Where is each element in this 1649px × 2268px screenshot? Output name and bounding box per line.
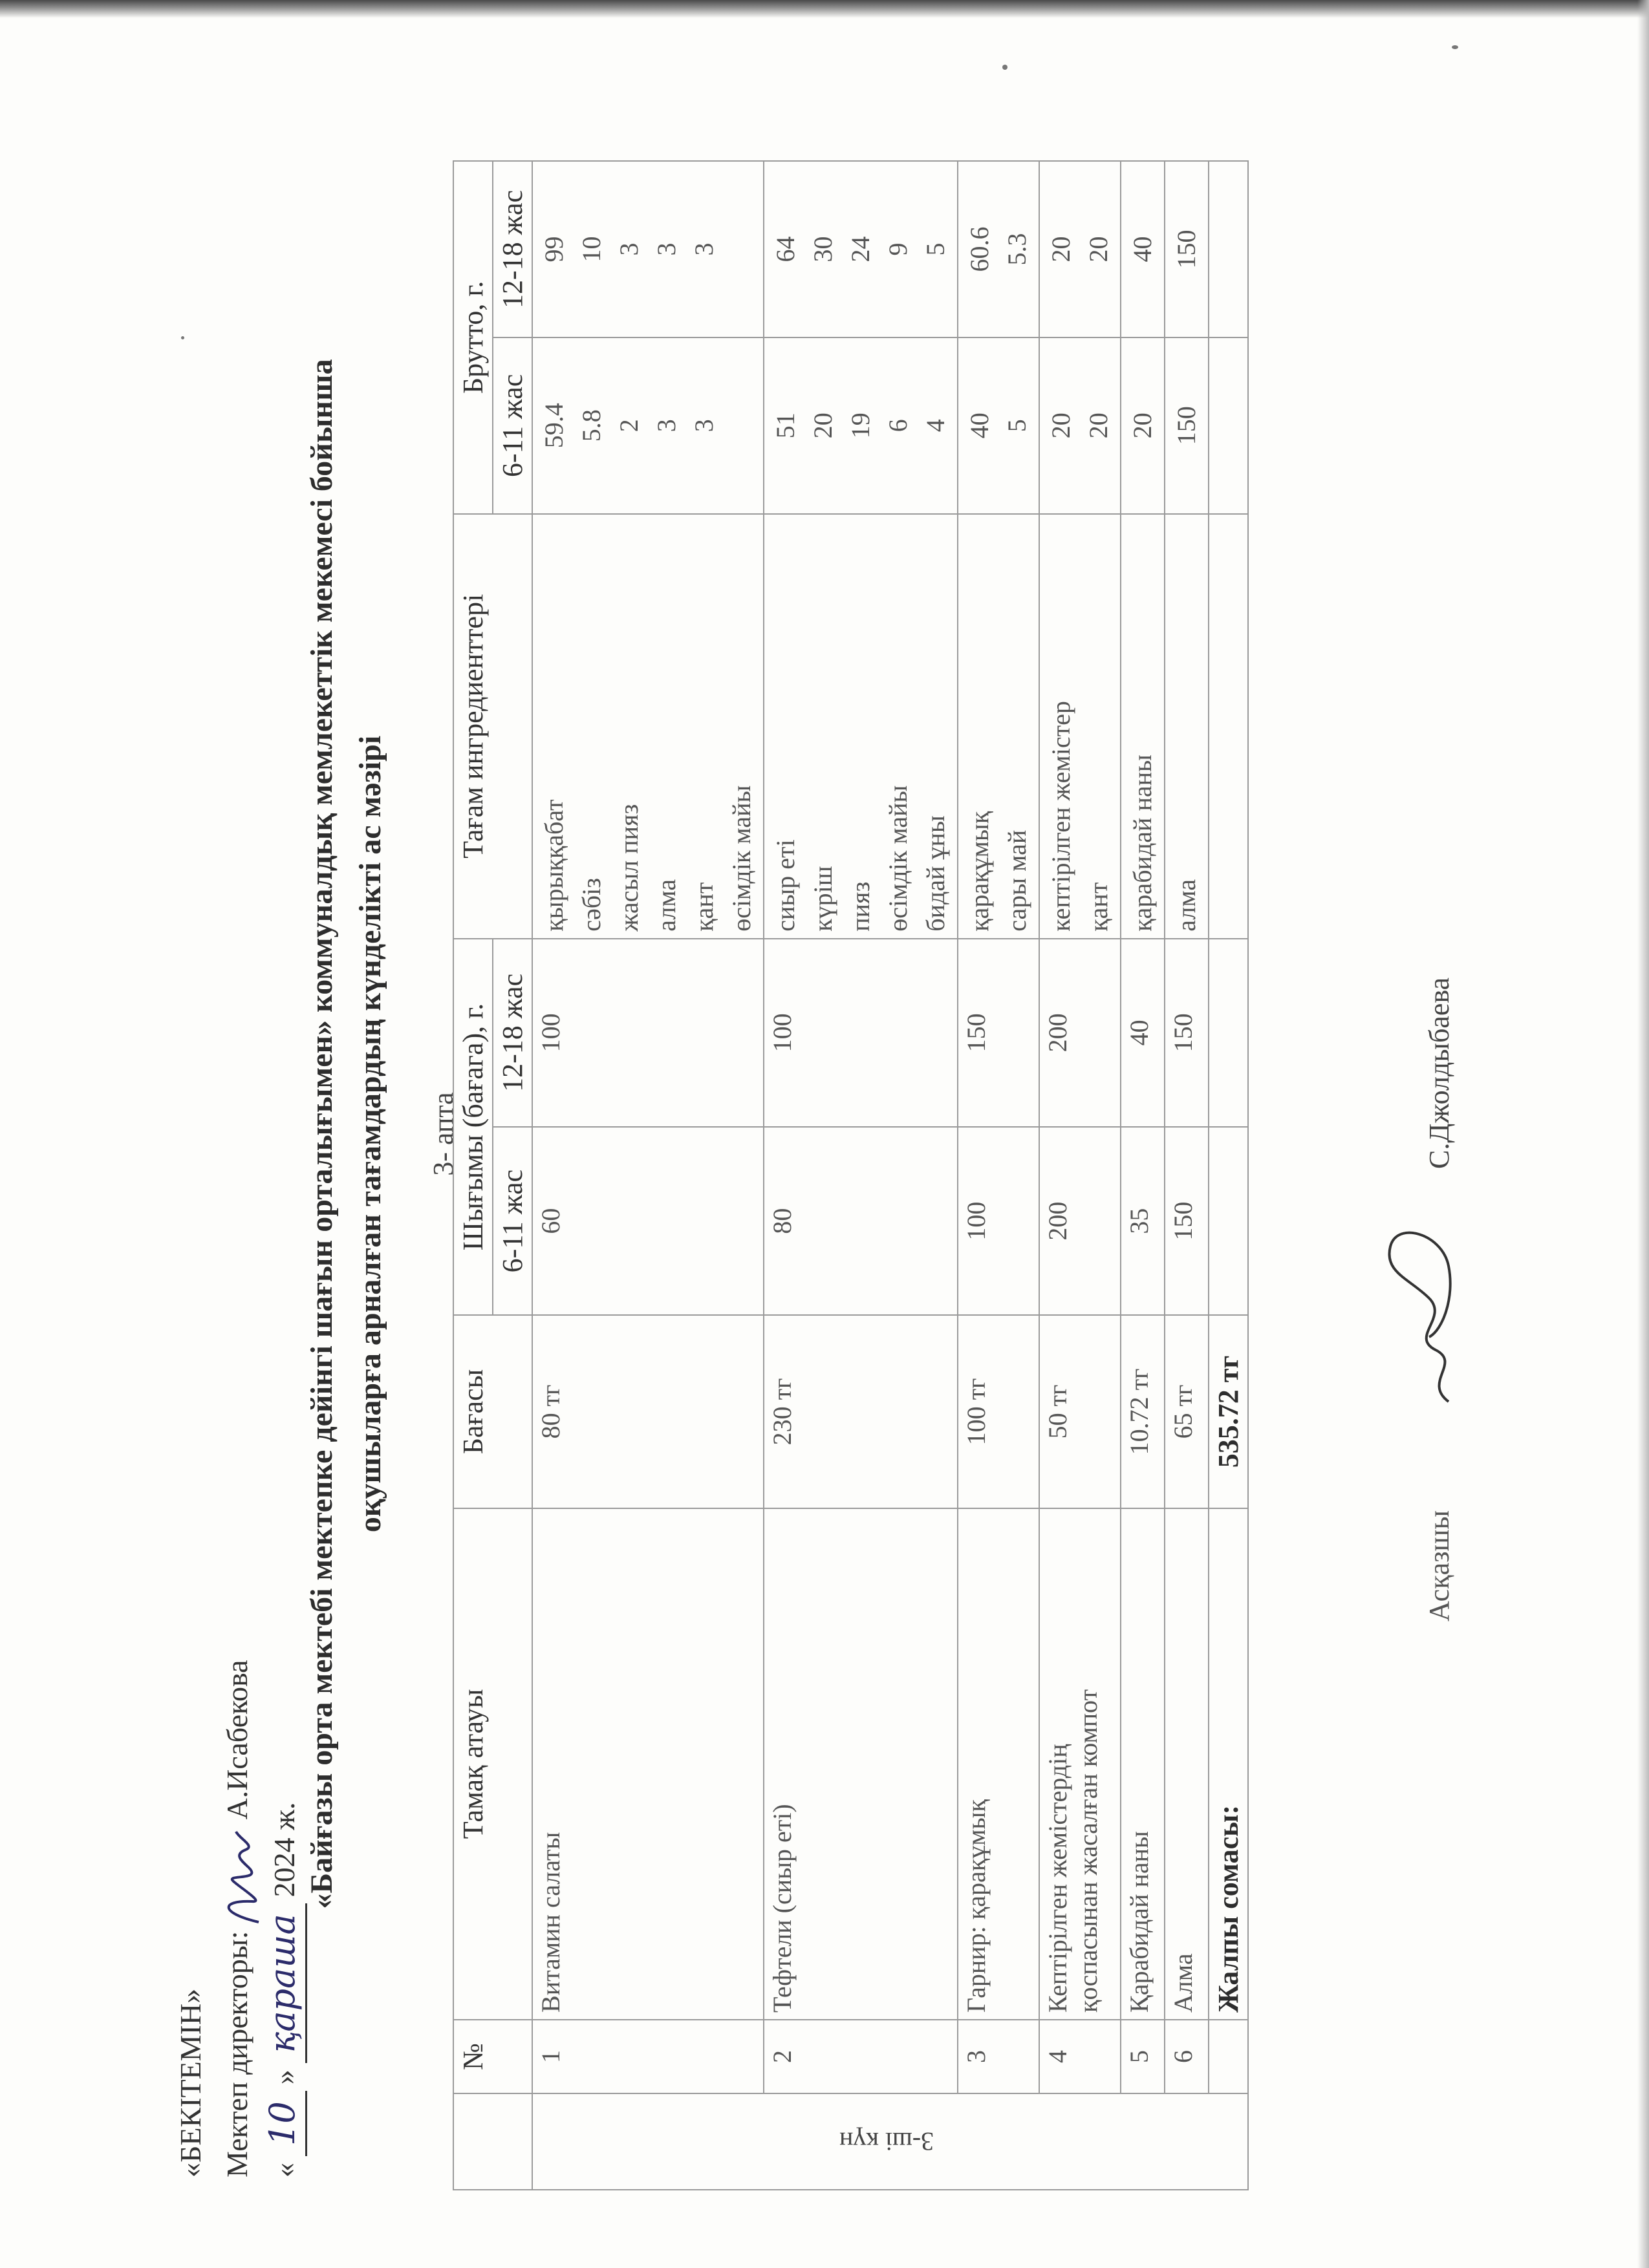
brutto-value: 6 [883,419,912,433]
total-row [1209,161,1248,2190]
total-empty-cell [1209,939,1248,1127]
document-subtitle: оқушыларға арналған тағамдардың күнделікті ас мәзірі [353,735,387,1533]
ingredients-list [958,514,1039,939]
brutto-value: 4 [921,419,950,433]
ingredient: өсімдік майы [883,785,912,932]
serving-12-18: 150 [1165,939,1209,1127]
table-row [1165,161,1209,2190]
ingredient: жасыл пияз [614,804,643,932]
director-line [213,1660,260,2177]
dish-name: Гарнир: қарақұмық [958,1508,1039,2020]
brutto-12-18-header: 12-18 жас [493,161,532,337]
brutto-value: 20 [1046,236,1075,262]
serving-12-18: 100 [764,939,958,1127]
date-quote-open: « [268,2163,301,2177]
ingredient: қырыққабат [539,799,568,932]
brutto-value: 30 [808,236,837,262]
dish-price: 65 тг [1165,1315,1209,1508]
ingredient: алма [652,879,681,932]
total-empty-cell [1209,337,1248,514]
table-row [1039,161,1121,2190]
brutto-6-11-list [1121,337,1165,514]
ingredients-list [1165,514,1209,939]
brutto-6-11-list [764,337,958,514]
brutto-value: 24 [846,236,875,262]
row-no: 1 [532,2020,764,2093]
dish-name-line1: Кептірілген жемістердің [1043,1744,1072,2013]
brutto-6-11-list [958,337,1039,514]
ingredients-list [1039,514,1121,939]
brutto-value: 99 [539,236,568,262]
ingredient: қант [689,882,718,932]
total-value: 535.72 тг [1209,1315,1248,1508]
brutto-value: 59.4 [539,403,568,449]
ingredients-header: Тағам ингредиенттері [453,514,532,939]
cook-role: Асқазшы [1423,1510,1455,1621]
brutto-value: 51 [771,412,800,439]
brutto-value: 19 [846,412,875,439]
brutto-12-18-list [1121,161,1165,337]
dish-name [1039,1508,1121,2020]
date-day: 10 [260,2091,307,2156]
row-no: 6 [1165,2020,1209,2093]
brutto-value: 5.3 [1002,233,1031,266]
approval-block [168,1660,307,2177]
week-label: 3- апта [427,1092,459,1176]
brutto-12-18-list [958,161,1039,337]
serving-6-11-header: 6-11 жас [493,1127,532,1315]
brutto-value: 5 [1002,419,1031,433]
total-label: Жалпы сомасы: [1209,1508,1248,2020]
ingredient: өсімдік майы [727,785,756,932]
table-row [958,161,1039,2190]
brutto-value: 150 [1172,406,1201,445]
ingredient: сиыр еті [771,839,800,932]
dish-price: 100 тг [958,1315,1039,1508]
dish-price: 10.72 тг [1121,1315,1165,1508]
row-no: 4 [1039,2020,1121,2093]
brutto-12-18-list [1165,161,1209,337]
document-title: «Байғазы орта мектебі мектепке дейінгі шағын орталығымен» коммуналдық мемлекеттік мекемесі бойынша [305,359,339,1909]
row-no: 5 [1121,2020,1165,2093]
ingredient: қант [1084,882,1113,932]
ingredients-list [764,514,958,939]
dish-name: Витамин салаты [532,1508,764,2020]
menu-table [453,160,1249,2190]
brutto-value: 2 [614,419,643,433]
price-header: Бағасы [453,1315,532,1508]
total-empty-cell [1209,514,1248,939]
ingredient: бидай ұны [921,815,950,932]
brutto-12-18-list [532,161,764,337]
approved-label: «БЕКІТЕМІН» [174,1988,207,2177]
brutto-header: Брутто, г. [453,161,493,514]
serving-6-11: 35 [1121,1127,1165,1315]
brutto-6-11-header: 6-11 жас [493,337,532,514]
serving-header: Шығымы (бағага), г. [453,939,493,1315]
brutto-value: 150 [1172,230,1201,269]
brutto-value: 5 [921,242,950,256]
brutto-value: 10 [577,236,606,262]
ingredient: қарақұмық [965,811,994,932]
serving-6-11: 100 [958,1127,1039,1315]
brutto-value: 20 [808,412,837,439]
row-no: 2 [764,2020,958,2093]
brutto-value: 20 [1128,412,1157,439]
serving-6-11: 200 [1039,1127,1121,1315]
brutto-value: 9 [883,242,912,256]
cook-signature-icon [1371,1214,1481,1408]
brutto-value: 3 [614,242,643,256]
brutto-value: 3 [652,242,681,256]
serving-12-18: 150 [958,939,1039,1127]
dish-price: 80 тг [532,1315,764,1508]
date-quote-close: » [268,2070,301,2085]
ingredient: алма [1172,879,1201,932]
table-row [1121,161,1165,2190]
serving-6-11: 80 [764,1127,958,1315]
brutto-value [723,345,760,507]
brutto-12-18-list [764,161,958,337]
approval-date [260,1660,307,2177]
ingredient: сәбіз [577,877,606,932]
dish-name: Тефтели (сиыр еті) [764,1508,958,2020]
dish-name: Қарабидай наны [1121,1508,1165,2020]
name-header: Тамақ атауы [453,1508,532,2020]
brutto-12-18-list [1039,161,1121,337]
total-empty-cell [1209,161,1248,337]
director-label: Мектеп директоры: [221,1931,253,2177]
day-label: 3-ші күн [839,2126,934,2156]
day-header [453,2093,532,2190]
brutto-6-11-list [1039,337,1121,514]
ingredients-list [532,514,764,939]
date-month: қараша [260,1903,307,2063]
dish-price: 50 тг [1039,1315,1121,1508]
brutto-value: 3 [689,242,718,256]
dish-price: 230 тг [764,1315,958,1508]
brutto-value: 5.8 [577,409,606,442]
serving-6-11: 150 [1165,1127,1209,1315]
brutto-value: 60.6 [965,226,994,272]
brutto-value: 20 [1084,236,1113,262]
table-row [764,161,958,2190]
ingredient: күріш [808,866,837,932]
brutto-value: 40 [965,412,994,439]
ingredients-list [1121,514,1165,939]
table-row [532,161,764,2190]
brutto-value: 20 [1084,412,1113,439]
brutto-value: 64 [771,236,800,262]
brutto-6-11-list [1165,337,1209,514]
ingredient: пияз [846,881,875,932]
day-cell [532,2093,1248,2190]
serving-12-18: 100 [532,939,764,1127]
brutto-value: 40 [1128,236,1157,262]
serving-6-11: 60 [532,1127,764,1315]
brutto-value: 3 [652,419,681,433]
header-row [453,161,493,2190]
ingredient: қарабидай наны [1128,754,1157,932]
total-empty-cell [1209,1127,1248,1315]
dish-name-line2: қоспасынан жасалған компот [1073,1689,1103,2013]
brutto-value [723,168,760,330]
ingredient: кептірілген жемістер [1046,701,1075,932]
serving-12-18-header: 12-18 жас [493,939,532,1127]
brutto-6-11-list [532,337,764,514]
dish-name: Алма [1165,1508,1209,2020]
ingredient: сары май [1002,829,1031,932]
cook-name: С.Джолдыбаева [1423,977,1455,1169]
brutto-value: 20 [1046,412,1075,439]
serving-12-18: 200 [1039,939,1121,1127]
row-no: 3 [958,2020,1039,2093]
no-header: № [453,2020,532,2093]
director-name: А.Исабекова [221,1660,253,1820]
brutto-value: 3 [689,419,718,433]
total-no-cell [1209,2020,1248,2093]
date-year: 2024 ж. [268,1802,301,1898]
serving-12-18: 40 [1121,939,1165,1127]
